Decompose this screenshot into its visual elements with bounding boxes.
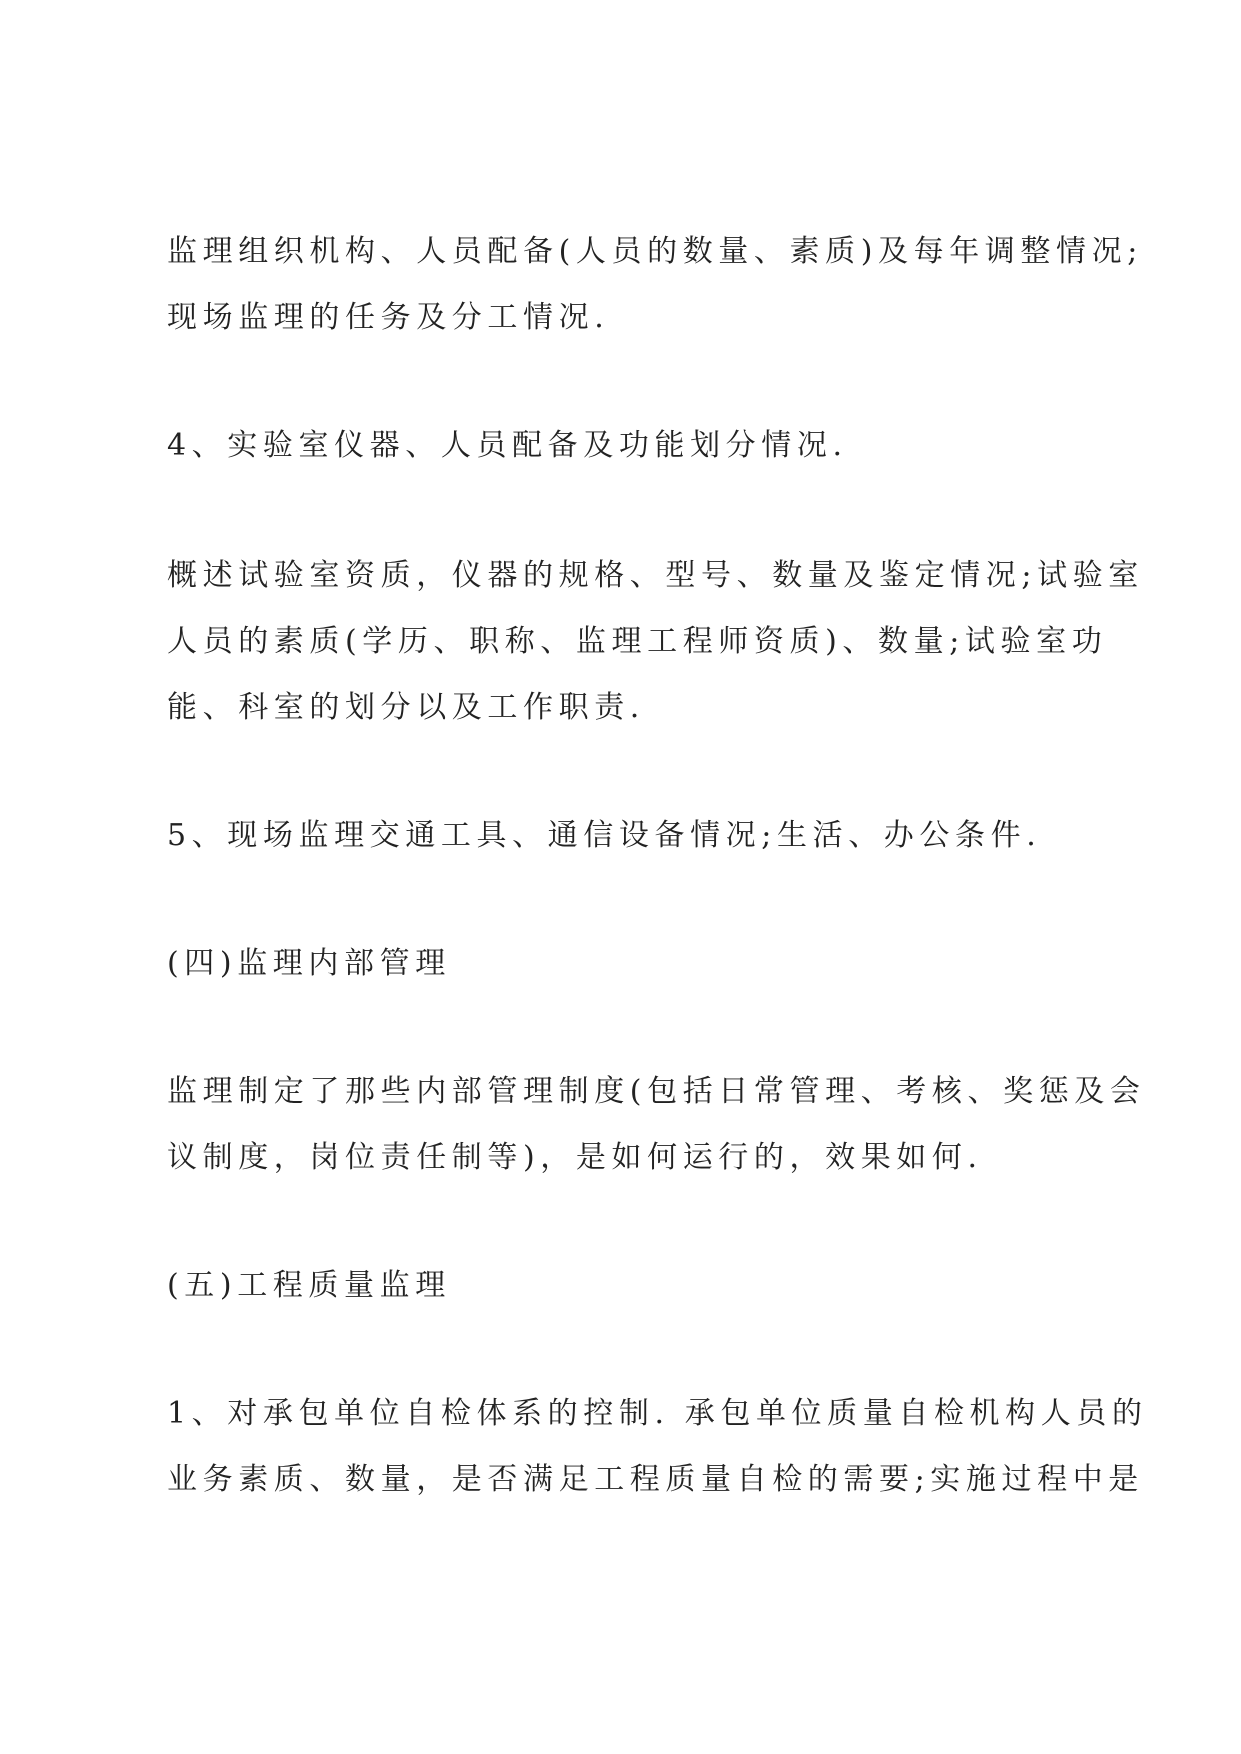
- paragraph-line: 议制度，岗位责任制等)，是如何运行的，效果如何.: [167, 1140, 983, 1175]
- numbered-item-4: 4、实验室仪器、人员配备及功能划分情况.: [167, 428, 848, 463]
- paragraph-line: 监理制定了那些内部管理制度(包括日常管理、考核、奖惩及会: [167, 1074, 1146, 1109]
- numbered-item-1: 1、对承包单位自检体系的控制. 承包单位质量自检机构人员的: [167, 1396, 1148, 1431]
- paragraph-line: 概述试验室资质，仪器的规格、型号、数量及鉴定情况;试验室: [167, 558, 1144, 593]
- section-heading-4: (四)监理内部管理: [167, 946, 451, 981]
- paragraph-line: 能、科室的划分以及工作职责.: [167, 690, 645, 725]
- paragraph-line: 现场监理的任务及分工情况.: [167, 300, 610, 335]
- paragraph-line: 监理组织机构、人员配备(人员的数量、素质)及每年调整情况;: [167, 234, 1143, 269]
- section-heading-5: (五)工程质量监理: [167, 1268, 451, 1303]
- numbered-item-5: 5、现场监理交通工具、通信设备情况;生活、办公条件.: [167, 818, 1042, 853]
- paragraph-line: 业务素质、数量，是否满足工程质量自检的需要;实施过程中是: [167, 1462, 1144, 1497]
- paragraph-line: 人员的素质(学历、职称、监理工程师资质)、数量;试验室功: [167, 624, 1108, 659]
